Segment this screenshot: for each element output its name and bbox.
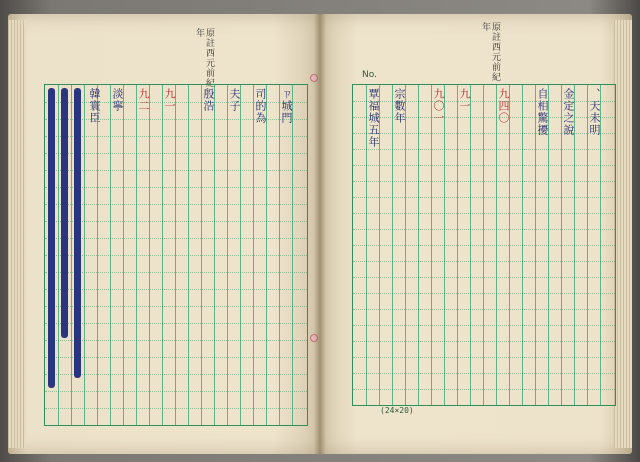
right-text-column-red: 九四〇 xyxy=(497,88,510,124)
crossed-out-column xyxy=(61,88,68,338)
left-text-column: 殷浩 xyxy=(202,88,215,112)
left-manuscript-grid xyxy=(44,84,308,426)
left-page-edge-stack xyxy=(8,20,26,448)
right-text-column: 宗數年 xyxy=(393,88,406,124)
right-manuscript-grid xyxy=(352,84,616,406)
left-text-column-red: 九一 xyxy=(163,88,176,112)
right-text-column-red: 九一 xyxy=(458,88,471,112)
right-text-column: 自相驚擾 xyxy=(536,88,549,136)
right-text-column: 、天未明 xyxy=(588,88,601,136)
grid-size-footer: (24×20) xyxy=(380,406,414,415)
right-text-column-red: 九〇一 xyxy=(432,88,445,124)
left-text-column-red: 九二 xyxy=(137,88,150,112)
crossed-out-column xyxy=(48,88,55,388)
right-text-column: 金定之說 xyxy=(562,88,575,136)
book-gutter xyxy=(314,14,326,454)
page-number-label: No. xyxy=(362,70,377,80)
left-text-column: 韓寰臣 xyxy=(88,88,101,124)
left-margin-note: 原註西元前紀年 xyxy=(194,28,214,88)
right-text-column: 覃福城五年 xyxy=(367,88,380,148)
open-manuscript-book xyxy=(8,14,632,454)
left-text-column: 司的為 xyxy=(254,88,267,124)
right-page-edge-stack xyxy=(614,20,632,448)
left-text-column: 夫子 xyxy=(228,88,241,112)
left-page xyxy=(8,14,320,454)
right-margin-note: 原註西元前紀年 xyxy=(480,22,500,82)
crossed-out-column xyxy=(74,88,81,378)
left-text-column: 淡寧 xyxy=(111,88,124,112)
left-text-column: ㄗ城門 xyxy=(280,88,293,124)
right-page xyxy=(320,14,632,454)
